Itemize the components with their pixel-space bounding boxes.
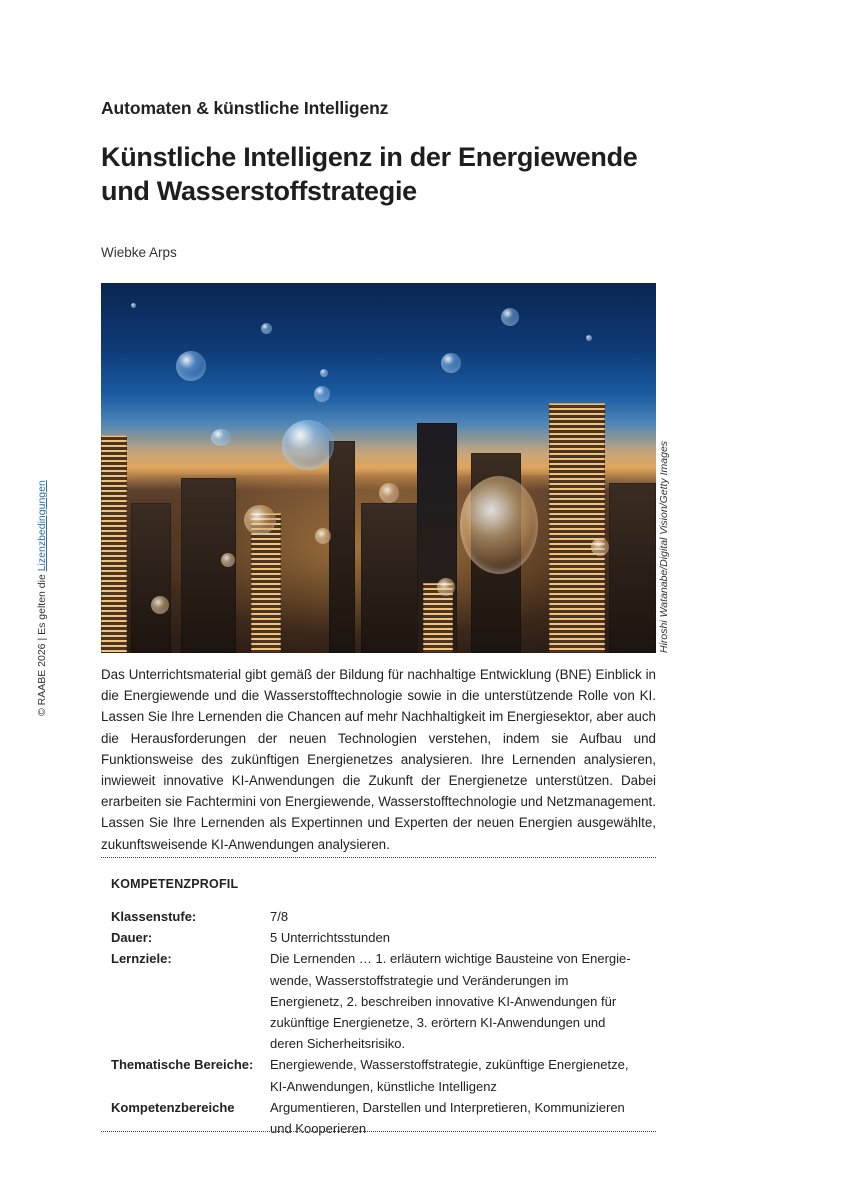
profile-value: Energiewende, Wasserstoffstrategie, zukünftige Energienetze, KI-Anwendungen, künstliche Intelligenz xyxy=(270,1057,629,1094)
water-bubble xyxy=(282,420,334,470)
water-bubble xyxy=(437,578,455,596)
water-bubble xyxy=(211,429,231,446)
building xyxy=(131,503,171,653)
water-bubble xyxy=(221,553,235,567)
profile-value: Argumentieren, Darstellen und Interpretieren, Kommunizieren und Kooperieren xyxy=(270,1099,625,1137)
profile-row-competences xyxy=(111,1097,651,1139)
water-bubble xyxy=(320,369,328,377)
intro-paragraph: Das Unterrichtsmaterial gibt gemäß der Bildung für nachhaltige Entwicklung (BNE) Einblick in die Energiewende und die Wasserstofftechnologie sowie in die unterstützende Rolle von KI. Lassen Sie Ihre Lernenden die Chancen auf mehr Nachhaltigkeit im Energiesektor, aber auch die Herausforderungen der neuen Technologien verstehen, indem sie Aufbau und Funktionsweise des zukünftigen Energienetzes analysieren. Ihre Lernenden analysieren, inwieweit innovative KI-Anwendungen die Zukunft der Energienetze unterstützen. Dabei erarbeiten sie Fachtermini von Energiewende, Wasserstofftechnologie und Netzmanagement. Lassen Sie Ihre Lernenden als Expertinnen und Experten der neuen Energien ausgewählte, zukunftsweisende KI-Anwendungen analysieren. xyxy=(101,667,656,852)
building xyxy=(549,403,605,653)
license-link[interactable]: Lizenzbedingungen xyxy=(36,480,48,572)
series-kicker: Automaten & künstliche Intelligenz xyxy=(101,98,389,118)
profile-label: Kompetenzbereiche xyxy=(111,1099,235,1115)
profile-heading: KOMPETENZPROFIL xyxy=(111,877,239,891)
profile-row-goals xyxy=(111,948,651,1054)
building xyxy=(329,441,355,653)
water-bubble xyxy=(501,308,519,326)
competence-profile xyxy=(111,906,651,1139)
divider-bottom xyxy=(101,1131,656,1132)
water-bubble xyxy=(591,538,609,556)
profile-label: Thematische Bereiche: xyxy=(111,1057,254,1073)
page-title: Künstliche Intelligenz in der Energiewende und Wasserstoffstrategie xyxy=(101,142,638,206)
profile-row-duration xyxy=(111,927,651,948)
author-name: Wiebke Arps xyxy=(101,245,177,260)
copyright-notice xyxy=(36,480,48,716)
building xyxy=(101,435,127,653)
water-bubble xyxy=(261,323,272,334)
profile-label: Dauer: xyxy=(111,930,153,946)
profile-row-grade xyxy=(111,906,651,927)
water-bubble xyxy=(176,351,206,381)
copyright-text: © RAABE 2026 | Es gelten die xyxy=(36,571,48,716)
water-bubble xyxy=(315,528,331,544)
hero-image xyxy=(101,283,656,653)
profile-label: Klassenstufe: xyxy=(111,909,197,924)
divider-top xyxy=(101,857,656,858)
water-bubble xyxy=(244,505,276,535)
water-bubble xyxy=(460,476,538,574)
profile-value: 5 Unterrichtsstunden xyxy=(270,930,390,946)
water-bubble xyxy=(131,303,136,308)
profile-label: Lernziele: xyxy=(111,951,172,967)
water-bubble xyxy=(379,483,399,503)
profile-row-topics xyxy=(111,1054,651,1096)
building xyxy=(609,483,656,653)
profile-value: 7/8 xyxy=(270,909,289,924)
water-bubble xyxy=(441,353,461,373)
water-bubble xyxy=(151,596,169,614)
image-credit: Hiroshi Watanabe/Digital Vision/Getty Images xyxy=(658,440,670,653)
profile-value: Die Lernenden … 1. erläutern wichtige Bausteine von Energiewende, Wasserstoffstrategie und Veränderungen im Energienetz, 2. beschreiben innovative KI-Anwendungen für zukünftige Energienetze, 3. erörtern KI-Anwendungen und deren Sicherheitsrisiko. xyxy=(270,951,631,1052)
water-bubble xyxy=(314,386,330,402)
building xyxy=(361,503,421,653)
water-bubble xyxy=(586,335,592,341)
